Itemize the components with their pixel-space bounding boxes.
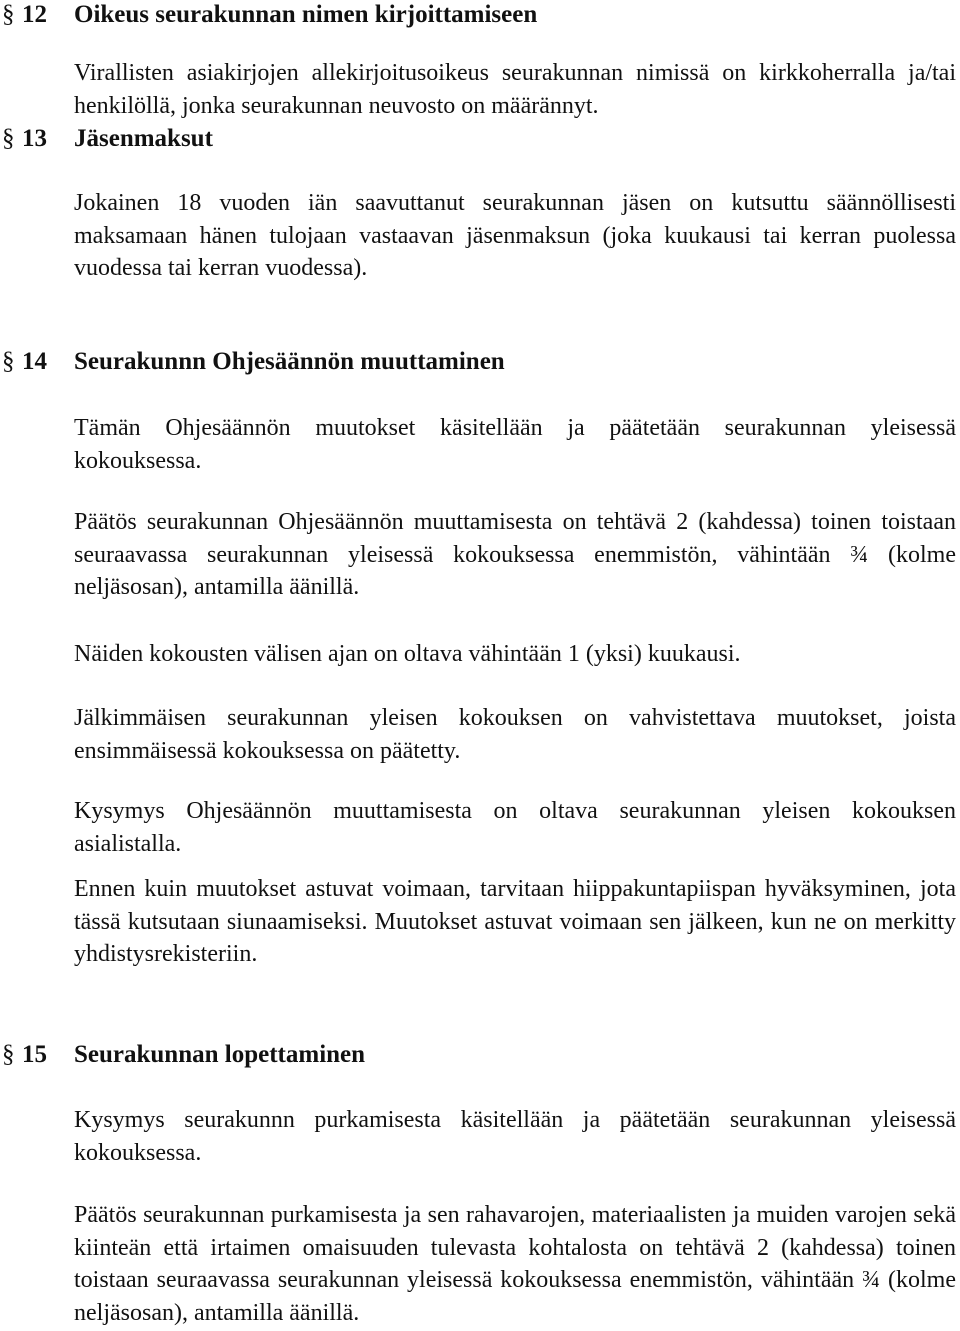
section-symbol: § xyxy=(2,1041,15,1068)
section-14-paragraph-2: Päätös seurakunnan Ohjesäännön muuttamisesta on tehtävä 2 (kahdessa) toinen toistaan seuraavassa seurakunnan yleisessä kokouksessa enemmistön, vähintään ¾ (kolme neljäsosan), antamilla äänillä. xyxy=(74,509,956,600)
section-number: 14 xyxy=(22,348,47,375)
section-14-paragraph-4: Jälkimmäisen seurakunnan yleisen kokouksen on vahvistettava muutokset, joista ensimmäisessä kokouksessa on päätetty. xyxy=(74,705,956,764)
section-symbol: § xyxy=(2,125,15,152)
section-14-paragraph-6: Ennen kuin muutokset astuvat voimaan, tarvitaan hiippakuntapiispan hyväksyminen, jota tässä kutsutaan siunaamiseksi. Muutokset astuvat voimaan sen jälkeen, kun ne on merkitty yhdistysrekisteriin. xyxy=(74,876,956,967)
section-14-paragraph-1: Tämän Ohjesäännön muutokset käsitellään ja päätetään seurakunnan yleisessä kokouksessa. xyxy=(74,415,956,474)
section-14-paragraph-5: Kysymys Ohjesäännön muuttamisesta on oltava seurakunnan yleisen kokouksen asialistalla. xyxy=(74,798,956,857)
section-15-paragraph-2: Päätös seurakunnan purkamisesta ja sen rahavarojen, materiaalisten ja muiden varojen sekä kiinteän että irtaimen omaisuuden tulevasta kohtalosta on tehtävä 2 (kahdessa) toinen toistaan seuraavassa seurakunnan yleisessä kokouksessa enemmistön, vähintään ¾ (kolme neljäsosan), antamilla äänillä. xyxy=(74,1202,956,1326)
section-number: 12 xyxy=(22,1,47,28)
section-number: 13 xyxy=(22,125,47,152)
section-number: 15 xyxy=(22,1041,47,1068)
section-13-paragraph-1: Jokainen 18 vuoden iän saavuttanut seurakunnan jäsen on kutsuttu säännöllisesti maksamaan hänen tulojaan vastaavan jäsenmaksun (joka kuukausi tai kerran puolessa vuodessa tai kerran vuodessa). xyxy=(74,190,956,281)
section-title: Seurakunnn Ohjesäännön muuttaminen xyxy=(74,348,505,375)
section-12-paragraph-1: Virallisten asiakirjojen allekirjoitusoikeus seurakunnan nimissä on kirkkoherralla ja/tai henkilöllä, jonka seurakunnan neuvosto on määrännyt. xyxy=(74,60,956,119)
section-symbol: § xyxy=(2,348,15,375)
section-title: Seurakunnan lopettaminen xyxy=(74,1041,366,1068)
section-title: Oikeus seurakunnan nimen kirjoittamiseen xyxy=(74,1,538,28)
section-title: Jäsenmaksut xyxy=(74,125,213,152)
section-symbol: § xyxy=(2,1,15,28)
section-14-paragraph-3: Näiden kokousten välisen ajan on oltava vähintään 1 (yksi) kuukausi. xyxy=(74,641,741,667)
section-15-paragraph-1: Kysymys seurakunnn purkamisesta käsitellään ja päätetään seurakunnan yleisessä kokouksessa. xyxy=(74,1107,956,1166)
